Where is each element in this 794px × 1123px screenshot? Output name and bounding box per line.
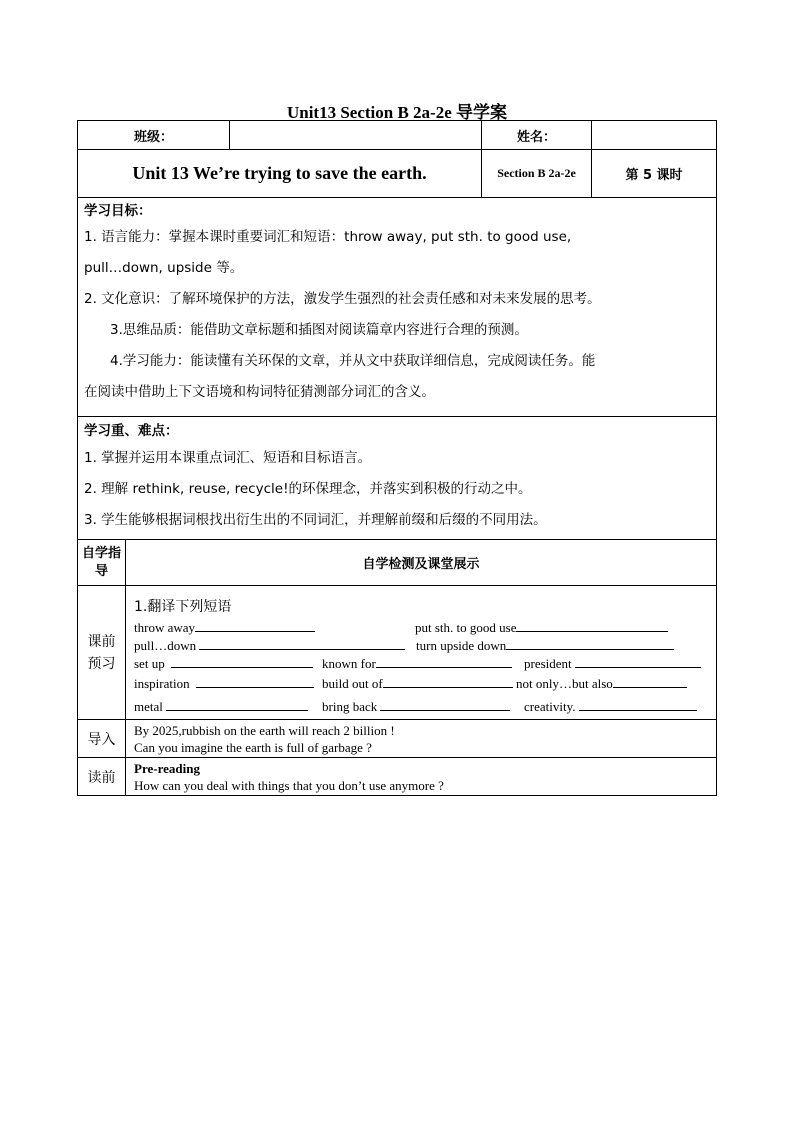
name-field[interactable] [592, 121, 717, 150]
phrase-known-for: known for [322, 656, 376, 671]
preview-exercises [126, 586, 717, 720]
preview-label-text: 课前预习 [87, 633, 116, 672]
answer-blank[interactable] [516, 620, 668, 632]
objectives-heading: 学习目标： [84, 203, 152, 219]
objective-item-1b: pull…down, upside 等。 [84, 260, 244, 276]
objective-item-1a: 1. 语言能力：掌握本课时重要词汇和短语：throw away, put sth. to good use, [84, 229, 572, 245]
study-guide-table [77, 120, 717, 796]
phrase-put-sth-to-good-use: put sth. to good use [415, 620, 517, 635]
phrase-build-out-of: build out of [322, 676, 383, 691]
preview-label [78, 586, 126, 720]
key-point-item-1: 1. 掌握并运用本课重点词汇、短语和目标语言。 [84, 450, 372, 466]
answer-blank[interactable] [380, 699, 510, 711]
objective-item-4a: 4.学习能力：能读懂有关环保的文章，并从文中获取详细信息，完成阅读任务。能 [110, 353, 596, 369]
self-study-display-label: 自学检测及课堂展示 [126, 540, 717, 586]
answer-blank[interactable] [506, 638, 674, 650]
phrase-pull-down: pull…down [134, 638, 197, 653]
phrase-president: president [524, 656, 572, 671]
answer-blank[interactable] [166, 699, 308, 711]
lead-in-content [126, 720, 717, 758]
lead-in-line-2: Can you imagine the earth is full of garbage ? [134, 739, 372, 755]
phrase-bring-back: bring back [322, 699, 378, 714]
lead-in-label: 导入 [78, 720, 126, 758]
period-label: 第 5 课时 [592, 150, 717, 198]
answer-blank[interactable] [579, 699, 697, 711]
self-study-label [78, 540, 126, 586]
key-point-item-2: 2. 理解 rethink, reuse, recycle!的环保理念，并落实到积极的行动之中。 [84, 481, 532, 497]
phrase-creativity: creativity. [524, 699, 576, 714]
preview-heading: 1.翻译下列短语 [134, 599, 232, 615]
answer-blank[interactable] [383, 676, 513, 688]
pre-reading-content [126, 758, 717, 796]
phrase-set-up: set up [134, 656, 165, 671]
pre-reading-question: How can you deal with things that you don’t use anymore ? [134, 777, 444, 793]
name-label: 姓名： [482, 121, 592, 150]
phrase-metal: metal [134, 699, 163, 714]
answer-blank[interactable] [376, 656, 512, 668]
answer-blank[interactable] [196, 676, 314, 688]
objectives-section [78, 198, 717, 417]
key-point-item-3: 3. 学生能够根据词根找出衍生出的不同词汇，并理解前缀和后缀的不同用法。 [84, 512, 547, 528]
objective-item-4b: 在阅读中借助上下文语境和构词特征猜测部分词汇的含义。 [84, 384, 435, 400]
answer-blank[interactable] [171, 656, 313, 668]
class-field[interactable] [230, 121, 482, 150]
key-points-section [78, 417, 717, 540]
answer-blank[interactable] [613, 676, 687, 688]
lead-in-line-1: By 2025,rubbish on the earth will reach 2 billion ! [134, 722, 395, 738]
class-label: 班级： [78, 121, 230, 150]
phrase-throw-away: throw away [134, 620, 196, 635]
phrase-inspiration: inspiration [134, 676, 190, 691]
answer-blank[interactable] [195, 620, 315, 632]
answer-blank[interactable] [199, 638, 405, 650]
document-title: Unit13 Section B 2a-2e 导学案 [286, 103, 508, 122]
self-study-label-text: 自学指导 [82, 545, 122, 579]
objective-item-3: 3.思维品质：能借助文章标题和插图对阅读篇章内容进行合理的预测。 [110, 322, 528, 338]
phrase-not-only-but-also: not only…but also [516, 676, 613, 691]
unit-title: Unit 13 We’re trying to save the earth. [78, 150, 482, 198]
pre-reading-label: 读前 [78, 758, 126, 796]
answer-blank[interactable] [575, 656, 701, 668]
key-points-heading: 学习重、难点： [84, 423, 179, 439]
objective-item-2: 2. 文化意识：了解环境保护的方法，激发学生强烈的社会责任感和对未来发展的思考。 [84, 291, 601, 307]
section-label: Section B 2a-2e [482, 150, 592, 198]
pre-reading-heading: Pre-reading [134, 760, 200, 776]
phrase-turn-upside-down: turn upside down [416, 638, 507, 653]
